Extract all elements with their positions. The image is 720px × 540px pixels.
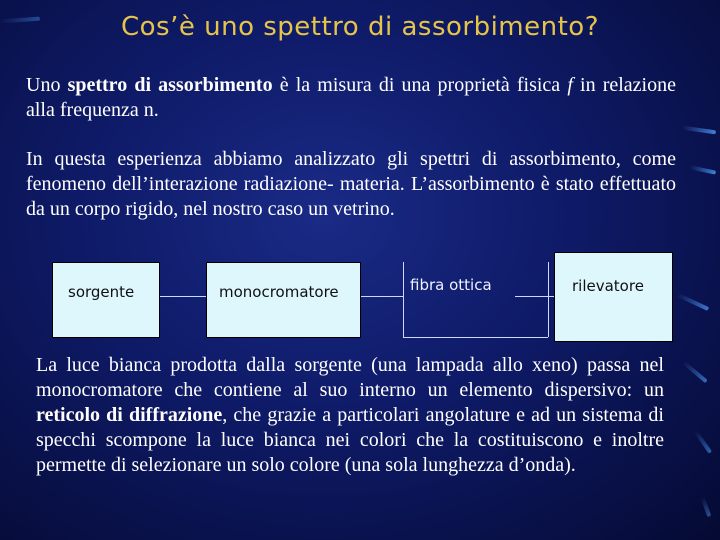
intro-paragraph xyxy=(26,73,676,123)
text-segment: Uno xyxy=(26,74,68,96)
fibra-ottica-label: fibra ottica xyxy=(410,276,492,294)
monocromatore-box xyxy=(206,262,361,338)
bold-term: spettro di assorbimento xyxy=(67,74,273,96)
explanation-paragraph xyxy=(36,353,664,478)
text-segment: in relazione alla frequenza n. xyxy=(26,74,676,121)
text-segment: , che grazie a particolari angolature e ad un sistema di specchi scompone la luce bianca nei colori che la costituiscono e inoltre permette di selezionare un solo colore (una sola lunghezza d’onda). xyxy=(36,404,664,476)
rilevatore-box xyxy=(554,252,673,342)
connector-line xyxy=(548,262,549,337)
experiment-paragraph: In questa esperienza abbiamo analizzato gli spettri di assorbimento, come fenomeno dell’interazione radiazione- materia. L’assorbimento è stato effettuato da un corpo rigido, nel nostro caso un vetrino. xyxy=(26,148,676,220)
sorgente-label: sorgente xyxy=(68,283,135,301)
slide-title: Cos’è uno spettro di assorbimento? xyxy=(120,12,600,42)
text-segment: La luce bianca prodotta dalla sorgente (una lampada allo xeno) passa nel monocromatore che contiene al suo interno un elemento dispersivo: un xyxy=(36,354,664,401)
connector-line xyxy=(361,296,403,297)
connector-line xyxy=(403,337,548,338)
connector-line xyxy=(160,296,206,297)
sorgente-box xyxy=(52,262,160,338)
rilevatore-label: rilevatore xyxy=(572,277,644,295)
connector-line xyxy=(515,296,554,297)
text-segment: è la misura di una proprietà fisica xyxy=(272,74,568,96)
connector-line xyxy=(403,262,404,337)
bold-term: reticolo di diffrazione xyxy=(36,404,223,426)
monocromatore-label: monocromatore xyxy=(219,283,339,301)
italic-symbol: f xyxy=(567,74,573,96)
